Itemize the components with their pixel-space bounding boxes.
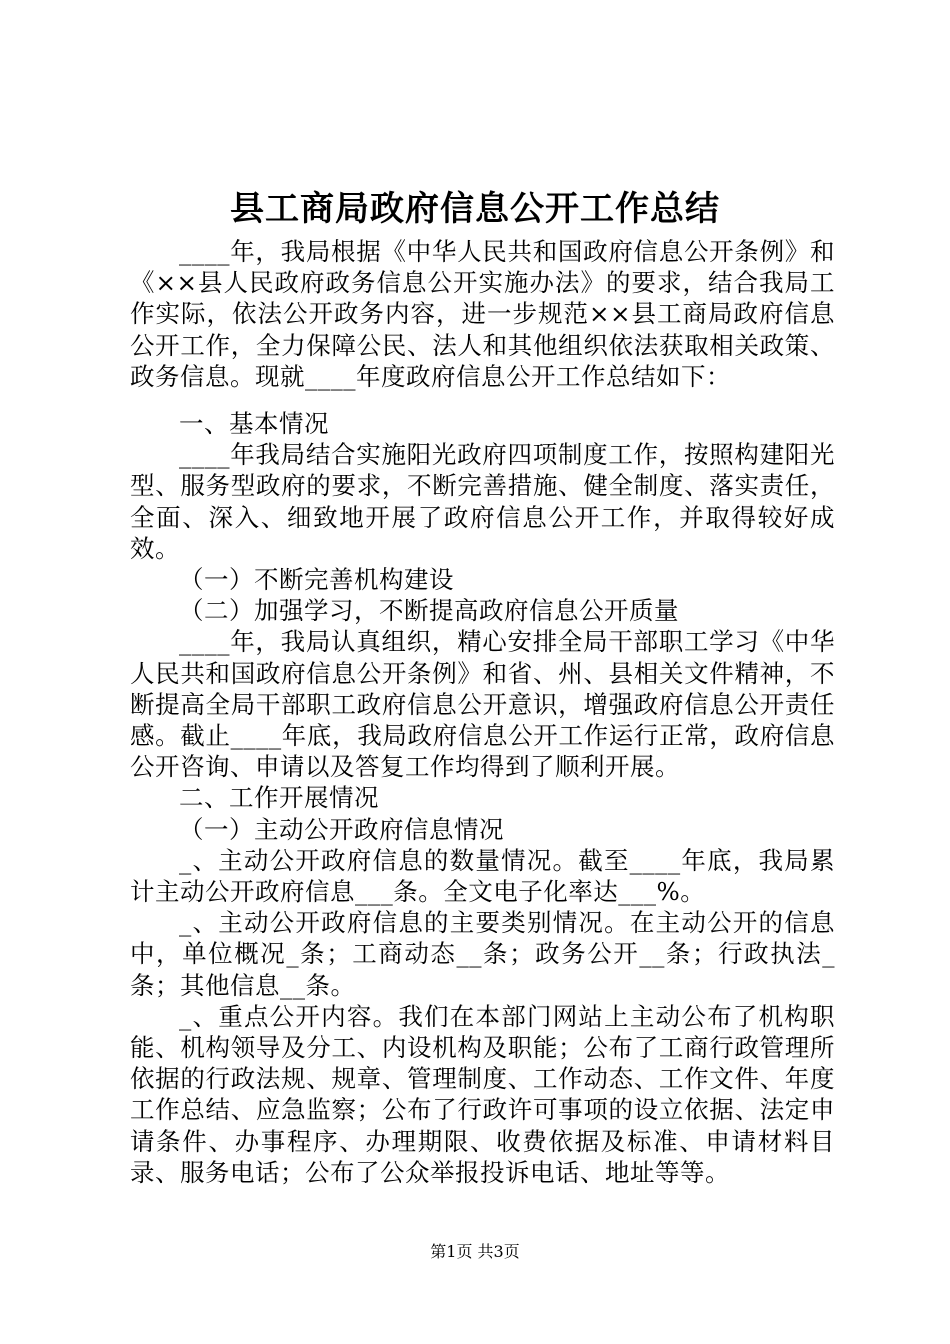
subsection-heading-1: （一）不断完善机构建设 — [179, 565, 454, 595]
document-body — [130, 236, 835, 1188]
intro-paragraph: ____年，我局根据《中华人民共和国政府信息公开条例》和《××县人民政府政务信息公开实施办法》的要求，结合我局工作实际，依法公开政务内容，进一步规范××县工商局政府信息公开工作，全力保障公民、法人和其他组织依法获取相关政策、政务信息。现就____年度政府信息公开工作总结如下： — [130, 237, 835, 391]
document-title: 县工商局政府信息公开工作总结 — [230, 189, 720, 229]
disclosure-category-paragraph: _、主动公开政府信息的主要类别情况。在主动公开的信息中，单位概况_条；工商动态__条；政务公开__条；行政执法_条；其他信息__条。 — [130, 908, 835, 1000]
subsection-heading-2: （二）加强学习，不断提高政府信息公开质量 — [179, 596, 679, 626]
page-footer: 第1页 共3页 — [430, 1242, 520, 1261]
section-heading-work: 二、工作开展情况 — [179, 783, 379, 813]
key-content-paragraph: _、重点公开内容。我们在本部门网站上主动公布了机构职能、机构领导及分工、内设机构及职能；公布了工商行政管理所依据的行政法规、规章、管理制度、工作动态、工作文件、年度工作总结、应急监察；公布了行政许可事项的设立依据、法定申请条件、办事程序、办理期限、收费依据及标准、申请材料目录、服务电话；公布了公众举报投诉电话、地址等等。 — [130, 1001, 835, 1187]
disclosure-count-paragraph: _、主动公开政府信息的数量情况。截至____年底，我局累计主动公开政府信息___条。全文电子化率达___%。 — [130, 845, 835, 907]
study-paragraph: ____年，我局认真组织，精心安排全局干部职工学习《中华人民共和国政府信息公开条例》和省、州、县相关文件精神，不断提高全局干部职工政府信息公开意识，增强政府信息公开责任感。截止____年底，我局政府信息公开工作运行正常，政府信息公开咨询、申请以及答复工作均得到了顺利开展。 — [130, 627, 835, 782]
subsection-heading-active-disclosure: （一）主动公开政府信息情况 — [179, 814, 504, 844]
section-heading-basic: 一、基本情况 — [179, 409, 329, 439]
basic-situation-paragraph: ____年我局结合实施阳光政府四项制度工作，按照构建阳光型、服务型政府的要求，不断完善措施、健全制度、落实责任，全面、深入、细致地开展了政府信息公开工作，并取得较好成效。 — [130, 440, 835, 563]
